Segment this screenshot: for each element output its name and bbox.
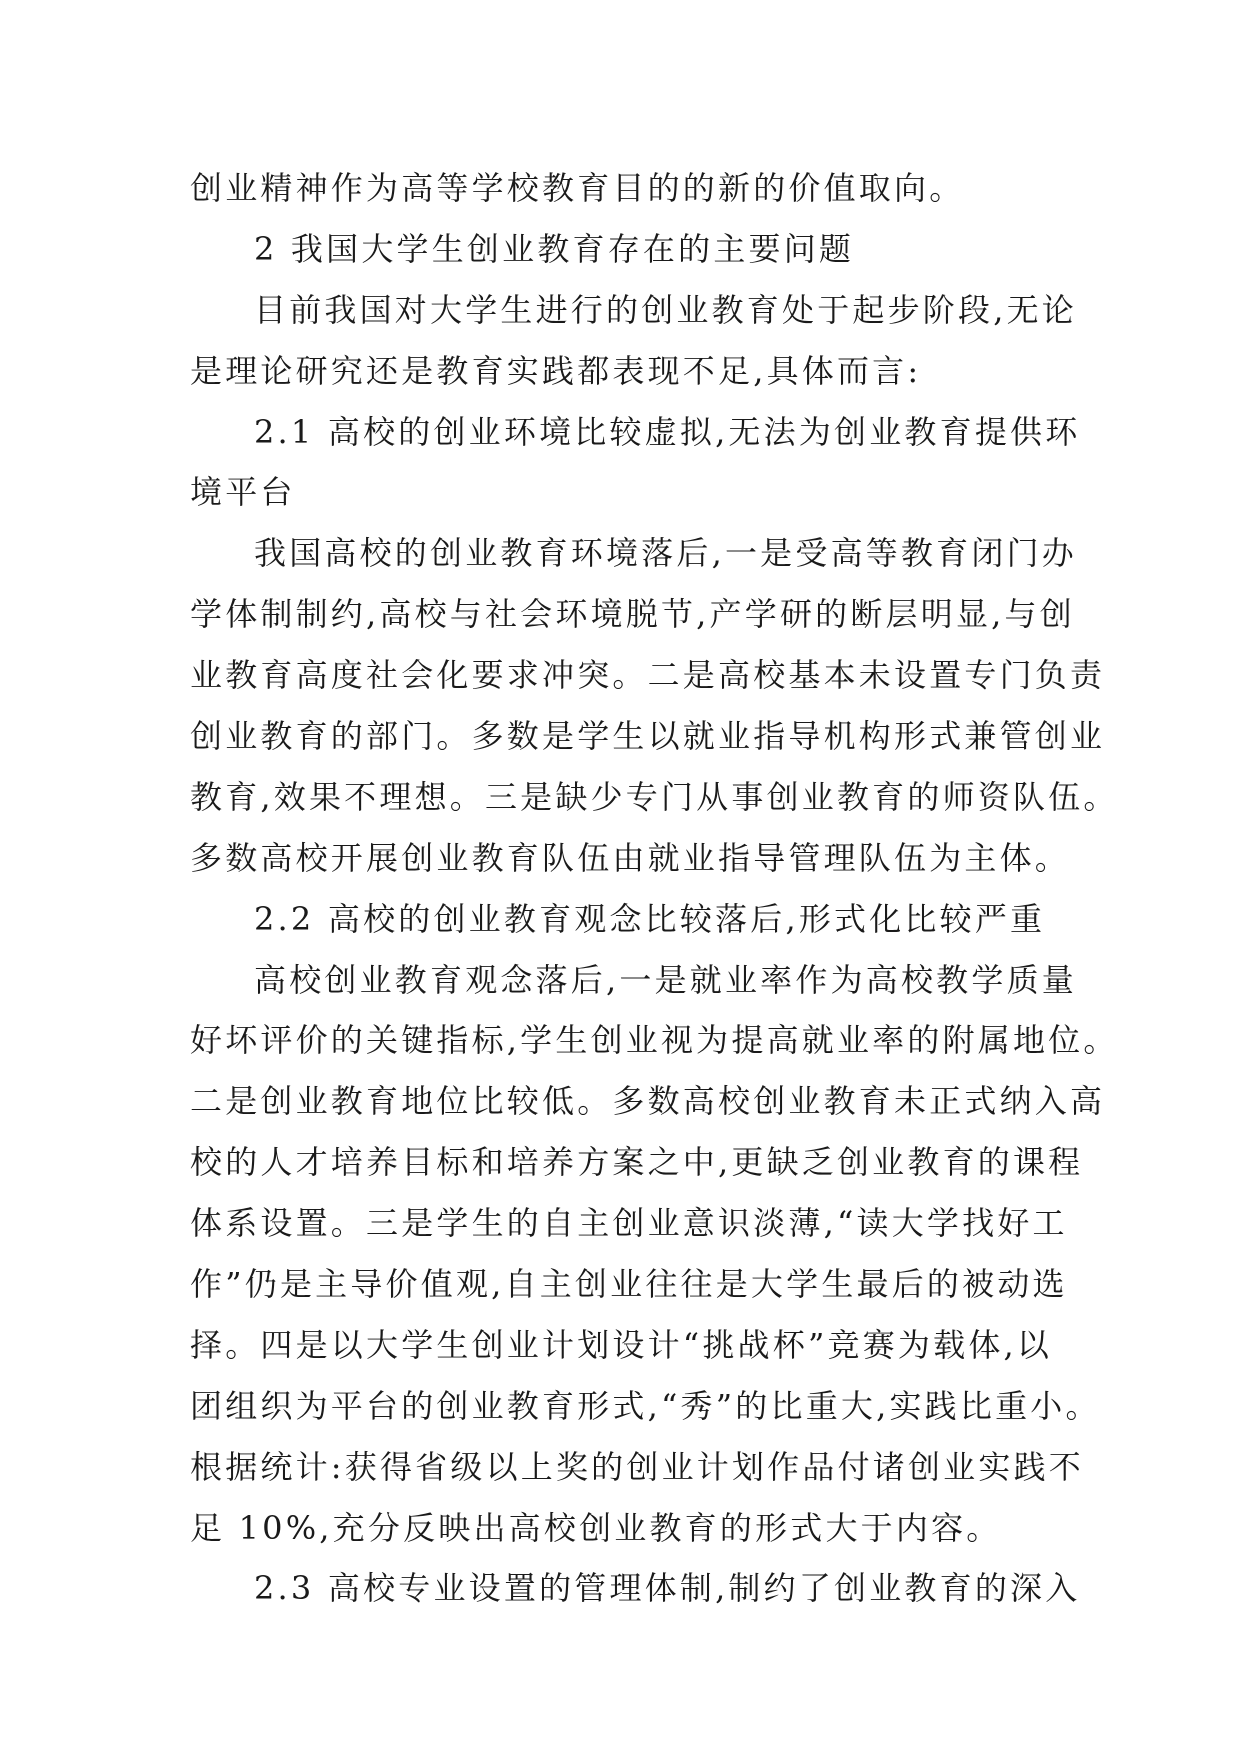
text-line: 学体制制约,高校与社会环境脱节,产学研的断层明显,与创 [190,595,1075,634]
text-line: 择。四是以大学生创业计划设计“挑战杯”竞赛为载体,以 [190,1325,1053,1364]
text-line: 多数高校开展创业教育队伍由就业指导管理队伍为主体。 [190,838,1071,877]
subsection-heading: 2.2 高校的创业教育观念比较落后,形式化比较严重 [254,899,1046,938]
text-line: 作”仍是主导价值观,自主创业往往是大学生最后的被动选 [190,1265,1068,1304]
text-line: 是理论研究还是教育实践都表现不足,具体而言: [190,351,922,390]
subsection-heading: 2.1 高校的创业环境比较虚拟,无法为创业教育提供环 [254,412,1081,451]
text-line: 校的人才培养目标和培养方案之中,更缺乏创业教育的课程 [190,1143,1084,1182]
text-line: 我国高校的创业教育环境落后,一是受高等教育闭门办 [254,534,1077,573]
text-line: 足 10%,充分反映出高校创业教育的形式大于内容。 [190,1508,1002,1547]
text-line: 业教育高度社会化要求冲突。二是高校基本未设置专门负责 [190,656,1106,695]
text-line: 二是创业教育地位比较低。多数高校创业教育未正式纳入高 [190,1082,1106,1121]
subsection-heading-continued: 境平台 [190,473,296,512]
text-line: 目前我国对大学生进行的创业教育处于起步阶段,无论 [254,290,1077,329]
subsection-heading: 2.3 高校专业设置的管理体制,制约了创业教育的深入 [254,1569,1081,1608]
text-line: 高校创业教育观念落后,一是就业率作为高校教学质量 [254,960,1077,999]
body-text [190,158,1119,1619]
text-line: 创业精神作为高等学校教育目的的新的价值取向。 [190,169,965,207]
text-line: 好坏评价的关键指标,学生创业视为提高就业率的附属地位。 [190,1021,1119,1060]
section-heading: 2 我国大学生创业教育存在的主要问题 [254,229,855,268]
text-line: 体系设置。三是学生的自主创业意识淡薄,“读大学找好工 [190,1204,1068,1243]
text-line: 创业教育的部门。多数是学生以就业指导机构形式兼管创业 [190,717,1106,756]
text-line: 教育,效果不理想。三是缺少专门从事创业教育的师资队伍。 [190,777,1119,816]
text-line: 团组织为平台的创业教育形式,“秀”的比重大,实践比重小。 [190,1386,1101,1425]
text-line: 根据统计:获得省级以上奖的创业计划作品付诸创业实践不 [190,1447,1084,1486]
